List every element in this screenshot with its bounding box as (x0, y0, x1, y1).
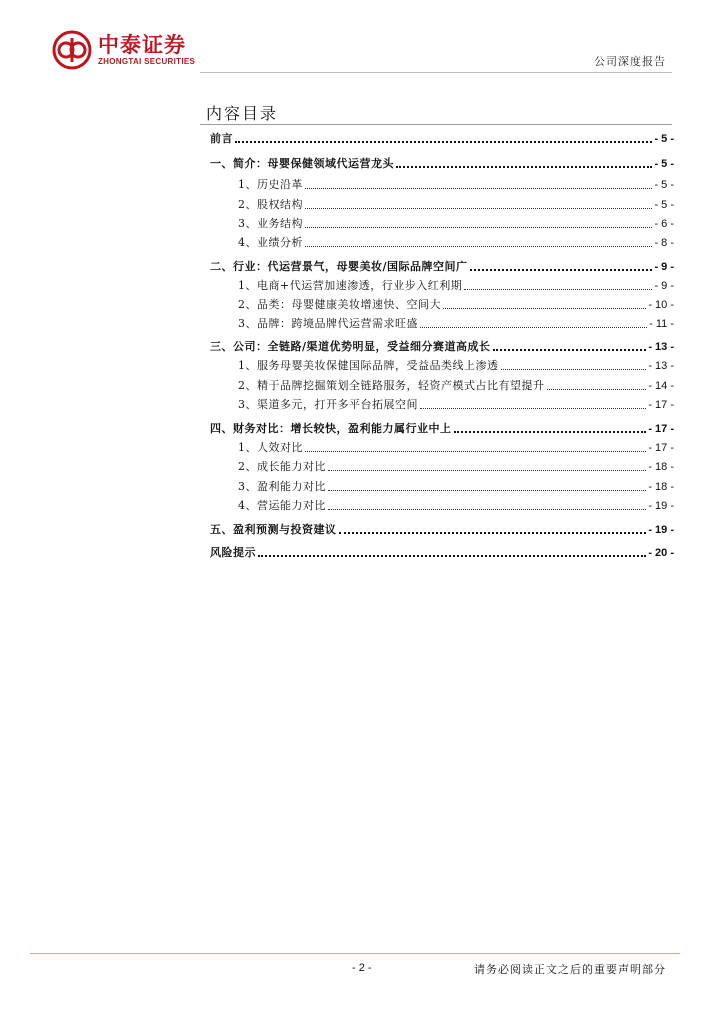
toc-entry-title: 2、精于品牌挖掘策划全链路服务，轻资产模式占比有望提升 (238, 379, 545, 392)
toc-entry-title: 2、品类：母婴健康美妆增速快、空间大 (238, 298, 441, 311)
toc-subsection-entry[interactable] (210, 277, 674, 293)
page-number: - 2 - (352, 962, 372, 974)
toc-entry-page: - 17 - (648, 399, 674, 411)
toc-dot-leader (258, 555, 646, 557)
toc-entry-page: - 5 - (654, 158, 674, 170)
toc-entry-page: - 9 - (654, 261, 674, 273)
toc-section-entry[interactable] (210, 338, 674, 354)
toc-subsection-entry[interactable] (210, 439, 674, 455)
toc-section-entry[interactable] (210, 130, 674, 146)
toc-entry-page: - 5 - (654, 199, 674, 211)
toc-section-entry[interactable] (210, 155, 674, 171)
toc-dot-leader (464, 289, 652, 290)
toc-entry-page: - 6 - (654, 218, 674, 230)
toc-entry-title: 1、服务母婴美妆保健国际品牌，受益品类线上渗透 (238, 359, 499, 372)
toc-dot-leader (305, 451, 646, 452)
toc-entry-title: 3、渠道多元，打开多平台拓展空间 (238, 398, 418, 411)
toc-entry-title: 四、财务对比：增长较快，盈利能力属行业中上 (210, 422, 452, 435)
toc-entry-page: - 17 - (648, 442, 674, 454)
toc-entry-title: 前言 (210, 132, 233, 145)
toc-dot-leader (420, 408, 646, 409)
toc-subsection-entry[interactable] (210, 458, 674, 474)
toc-entry-page: - 18 - (648, 461, 674, 473)
toc-entry-page: - 11 - (649, 318, 674, 330)
toc-subsection-entry[interactable] (210, 315, 674, 331)
toc-subsection-entry[interactable] (210, 196, 674, 212)
toc-subsection-entry[interactable] (210, 215, 674, 231)
toc-entry-page: - 9 - (654, 280, 674, 292)
toc-entry-page: - 10 - (648, 299, 674, 311)
toc-entry-page: - 5 - (654, 133, 674, 145)
toc-entry-page: - 5 - (654, 179, 674, 191)
toc-entry-title: 1、电商+代运营加速渗透，行业步入红利期 (238, 279, 463, 292)
toc-entry-page: - 19 - (648, 500, 674, 512)
toc-entry-page: - 14 - (648, 380, 674, 392)
disclaimer-note: 请务必阅读正文之后的重要声明部分 (474, 963, 666, 976)
toc-dot-leader (339, 532, 647, 534)
toc-dot-leader (547, 389, 647, 390)
toc-dot-leader (328, 470, 646, 471)
toc-dot-leader (470, 269, 653, 271)
toc-dot-leader (305, 227, 652, 228)
toc-entry-title: 3、盈利能力对比 (238, 480, 326, 493)
zhongtai-logo-icon (52, 30, 92, 70)
toc-subsection-entry[interactable] (210, 296, 674, 312)
toc-dot-leader (396, 166, 652, 168)
toc-heading-divider (200, 124, 672, 125)
toc-subsection-entry[interactable] (210, 497, 674, 513)
logo-chinese-name: 中泰证券 (98, 33, 186, 57)
toc-heading: 内容目录 (206, 104, 279, 123)
toc-dot-leader (305, 188, 652, 189)
toc-dot-leader (328, 490, 646, 491)
toc-entry-title: 1、人效对比 (238, 441, 303, 454)
company-logo (52, 28, 195, 72)
toc-dot-leader (443, 308, 646, 309)
toc-entry-page: - 8 - (654, 237, 674, 249)
toc-dot-leader (235, 141, 652, 143)
toc-entry-title: 3、业务结构 (238, 217, 303, 230)
toc-entry-title: 风险提示 (210, 546, 256, 559)
toc-dot-leader (501, 369, 647, 370)
toc-entry-page: - 13 - (648, 360, 674, 372)
toc-entry-title: 4、业绩分析 (238, 236, 303, 249)
toc-entry-page: - 20 - (648, 547, 674, 559)
toc-section-entry[interactable] (210, 420, 674, 436)
toc-entry-page: - 13 - (648, 341, 674, 353)
toc-subsection-entry[interactable] (210, 377, 674, 393)
toc-section-entry[interactable] (210, 258, 674, 274)
toc-entry-title: 4、营运能力对比 (238, 499, 326, 512)
footer-divider (30, 953, 680, 954)
toc-entry-title: 二、行业：代运营景气，母婴美妆/国际品牌空间广 (210, 260, 468, 273)
toc-dot-leader (454, 431, 647, 433)
toc-entry-title: 2、股权结构 (238, 198, 303, 211)
header-divider (200, 72, 672, 73)
toc-entry-title: 3、品牌：跨境品牌代运营需求旺盛 (238, 317, 418, 330)
toc-dot-leader (493, 349, 647, 351)
toc-subsection-entry[interactable] (210, 176, 674, 192)
toc-entry-page: - 17 - (648, 423, 674, 435)
toc-entry-title: 一、简介：母婴保健领域代运营龙头 (210, 157, 394, 170)
toc-dot-leader (420, 327, 647, 328)
report-type-label: 公司深度报告 (594, 55, 666, 68)
toc-section-entry[interactable] (210, 544, 674, 560)
toc-subsection-entry[interactable] (210, 478, 674, 494)
toc-entry-title: 五、盈利预测与投资建议 (210, 523, 337, 536)
toc-dot-leader (328, 509, 646, 510)
toc-section-entry[interactable] (210, 521, 674, 537)
toc-dot-leader (305, 246, 652, 247)
logo-english-name: ZHONGTAI SECURITIES (98, 57, 196, 66)
toc-subsection-entry[interactable] (210, 357, 674, 373)
toc-subsection-entry[interactable] (210, 396, 674, 412)
toc-subsection-entry[interactable] (210, 234, 674, 250)
toc-entry-title: 1、历史沿革 (238, 178, 303, 191)
toc-dot-leader (305, 208, 652, 209)
toc-entry-page: - 19 - (648, 524, 674, 536)
toc-entry-title: 三、公司：全链路/渠道优势明显，受益细分赛道高成长 (210, 340, 491, 353)
toc-entry-page: - 18 - (648, 481, 674, 493)
toc-entry-title: 2、成长能力对比 (238, 460, 326, 473)
